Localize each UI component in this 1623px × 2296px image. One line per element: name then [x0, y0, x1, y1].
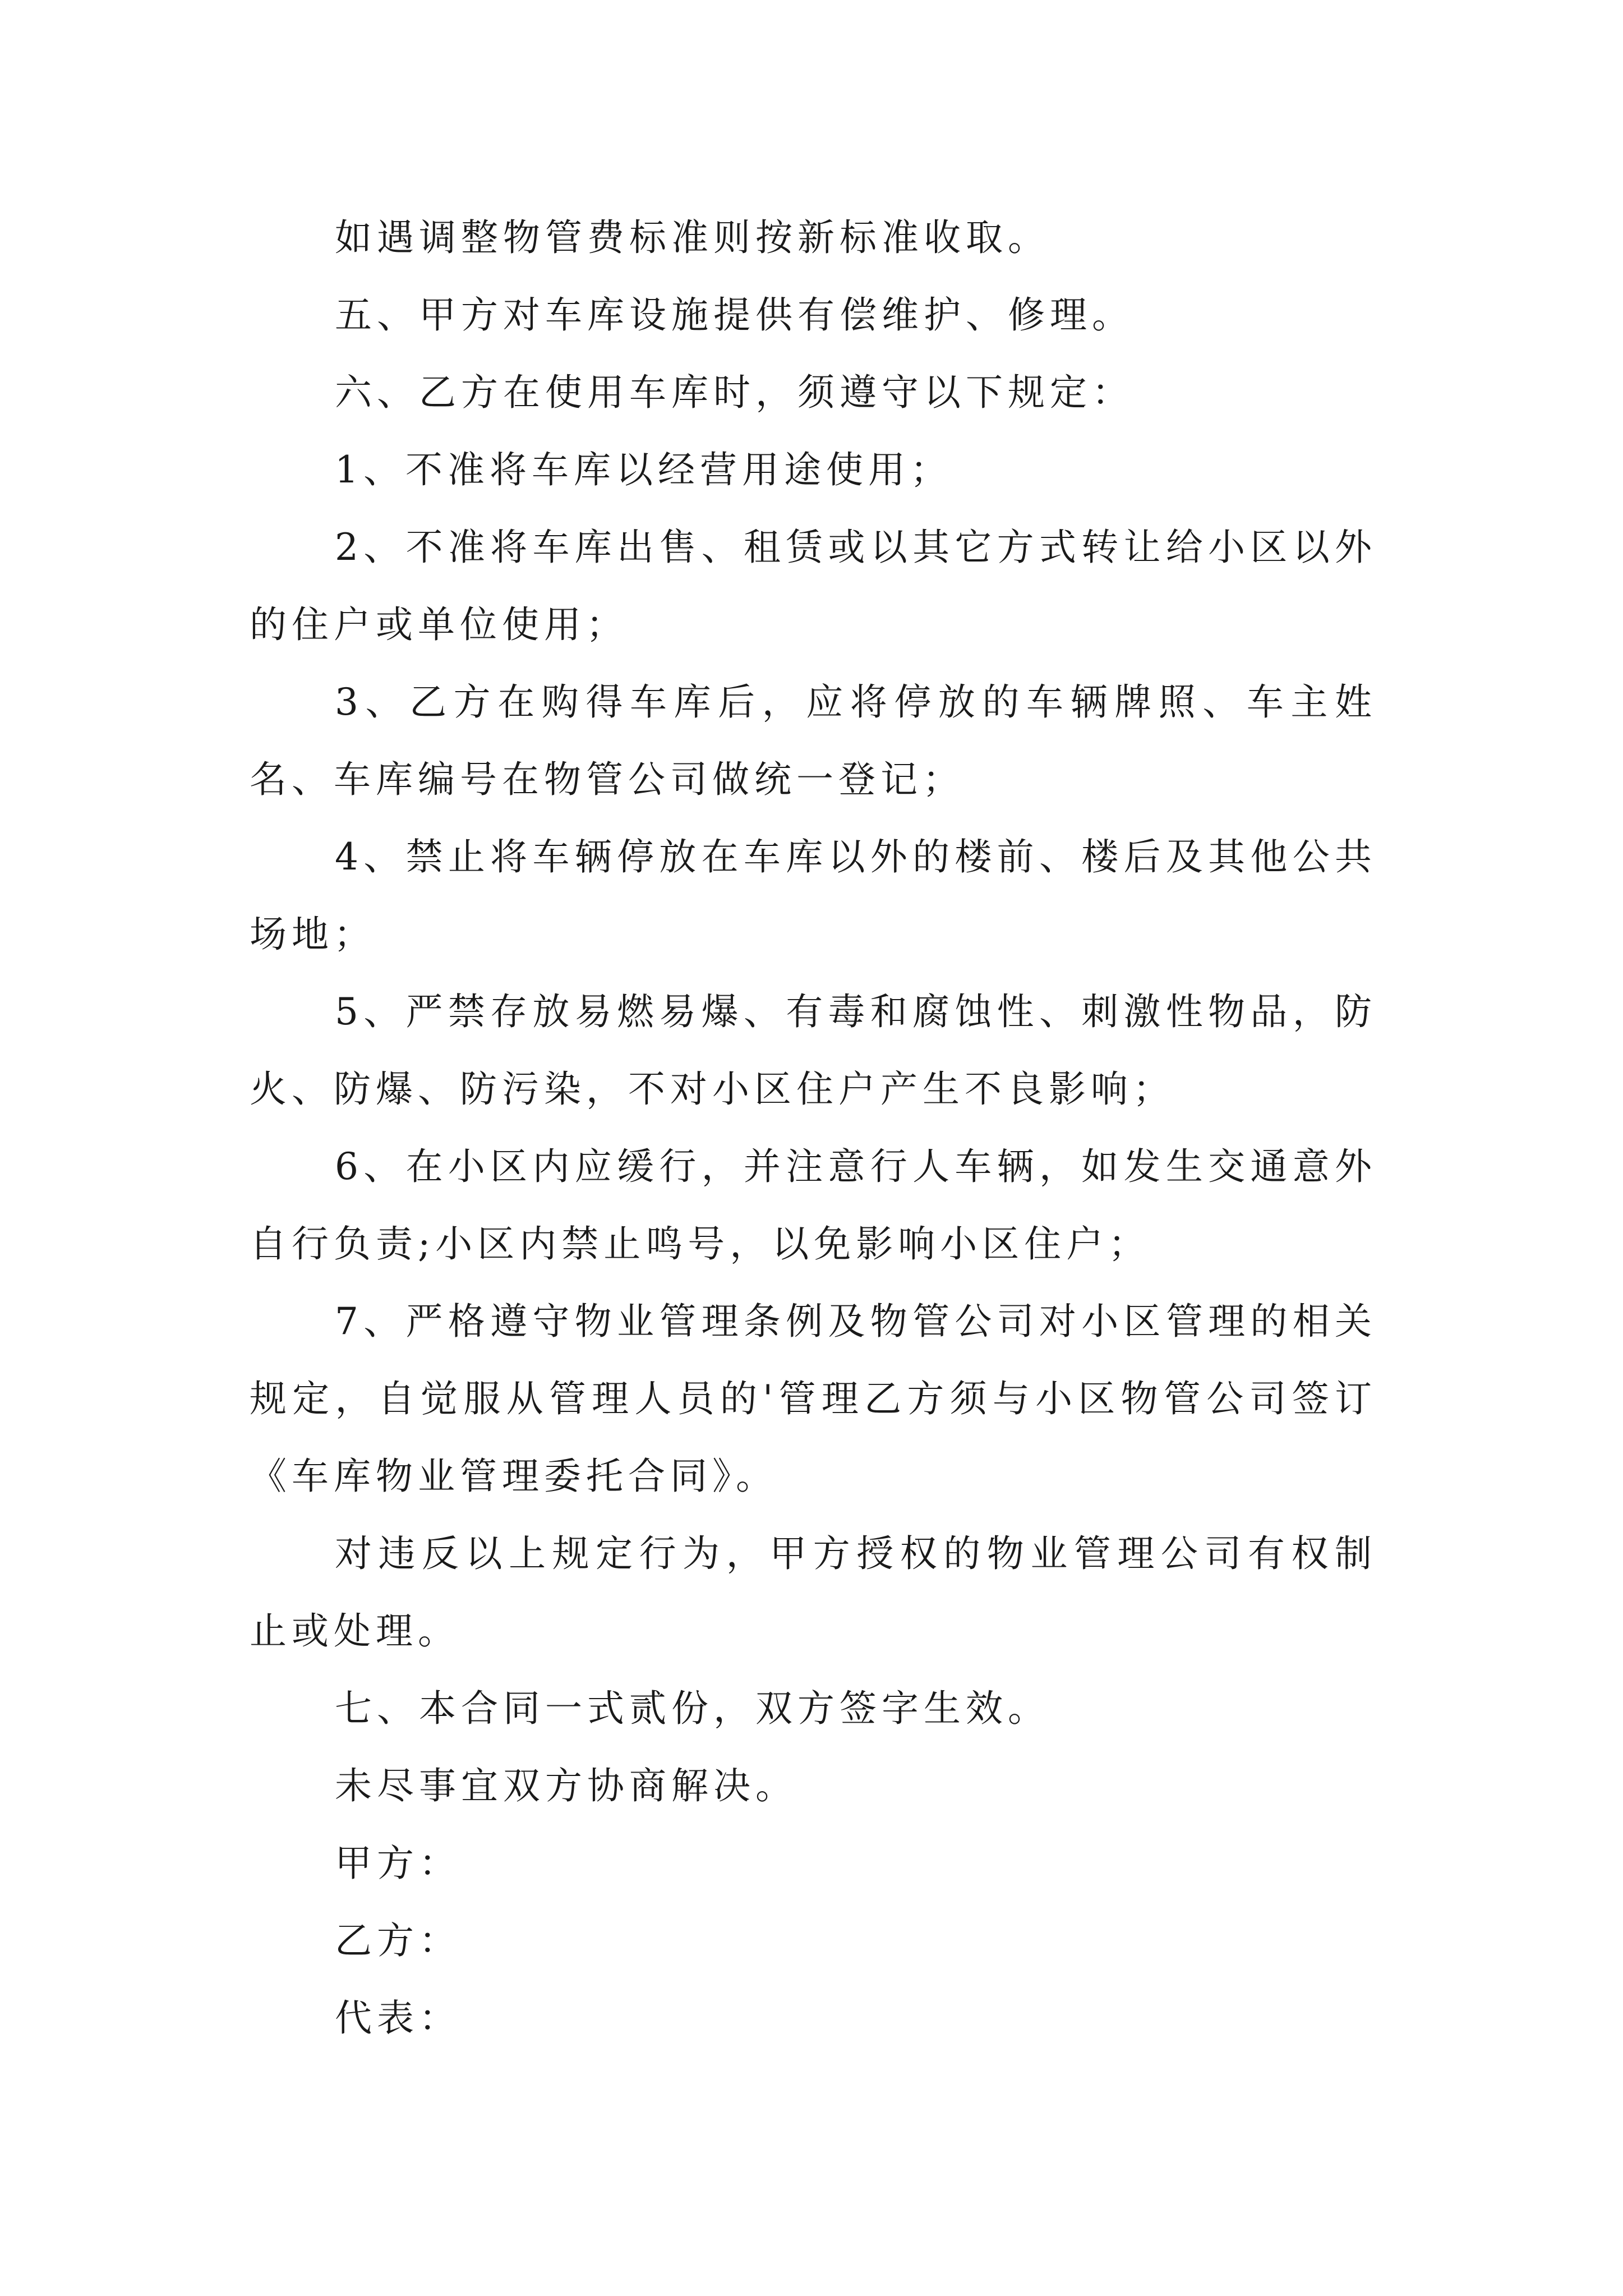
- signature-party-b: 乙方：: [335, 1919, 461, 1962]
- rule-6: 6、在小区内应缓行，并注意行人车辆，如发生交通意外自行负责;小区内禁止鸣号，以免影响小区住户；: [250, 1145, 1377, 1266]
- clause-6-rules-intro: 六、乙方在使用车库时，须遵守以下规定：: [335, 371, 1134, 414]
- paragraph-unresolved-matters: 未尽事宜双方协商解决。: [335, 1764, 797, 1807]
- paragraph-fee-adjustment: 如遇调整物管费标准则按新标准收取。: [335, 216, 1050, 259]
- rule-7: 7、严格遵守物业管理条例及物管公司对小区管理的相关规定，自觉服从管理人员的'管理乙方须与小区物管公司签订《车库物业管理委托合同》。: [250, 1300, 1377, 1498]
- rule-5: 5、严禁存放易燃易爆、有毒和腐蚀性、刺激性物品，防火、防爆、防污染，不对小区住户产生不良影响；: [250, 990, 1377, 1111]
- document-body: [250, 199, 1377, 2057]
- rule-3: 3、乙方在购得车库后，应将停放的车辆牌照、车主姓名、车库编号在物管公司做统一登记；: [250, 680, 1377, 801]
- rule-1: 1、不准将车库以经营用途使用；: [335, 448, 952, 491]
- signature-party-a: 甲方：: [335, 1842, 461, 1885]
- signature-representative: 代表：: [335, 1996, 461, 2040]
- rule-2: 2、不准将车库出售、租赁或以其它方式转让给小区以外的住户或单位使用；: [250, 526, 1377, 646]
- clause-5-maintenance: 五、甲方对车库设施提供有偿维护、修理。: [335, 293, 1134, 337]
- clause-7-copies: 七、本合同一式贰份，双方签字生效。: [335, 1687, 1050, 1730]
- rule-4: 4、禁止将车辆停放在车库以外的楼前、楼后及其他公共场地；: [250, 835, 1377, 956]
- paragraph-violation: 对违反以上规定行为，甲方授权的物业管理公司有权制止或处理。: [250, 1532, 1377, 1653]
